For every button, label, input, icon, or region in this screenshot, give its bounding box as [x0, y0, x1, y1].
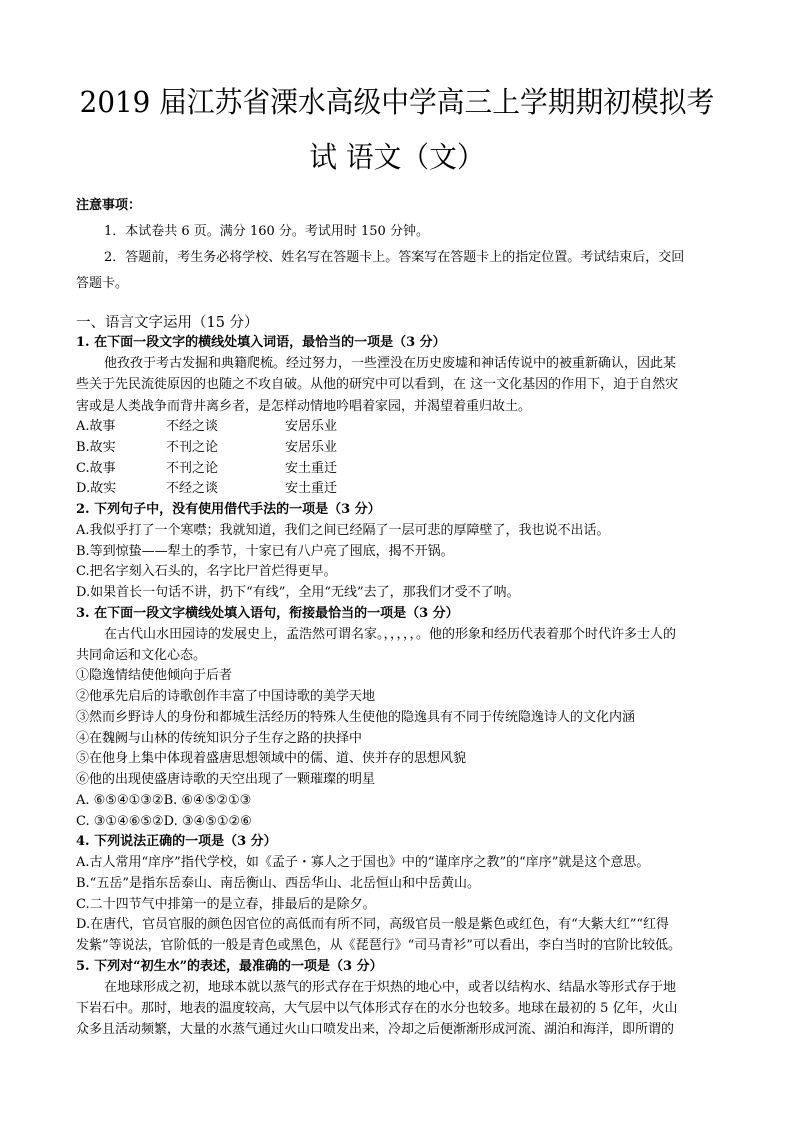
question-5-passage-line-2: 下岩石中。那时，地表的温度较高，大气层中以气体形式存在的水分也较多。地球在最初的 5 亿年，火山	[76, 1001, 678, 1016]
question-2-option-a: A.我似乎打了一个寒噤；我就知道，我们之间已经隔了一层可悲的厚障壁了，我也说不出话。	[76, 523, 610, 538]
notice-heading: 注意事项：	[76, 198, 142, 213]
question-3-stem: 3. 在下面一段文字横线处填入语句，衔接最恰当的一项是（3 分）	[76, 606, 459, 621]
question-1-passage-line-1: 他孜孜于考古发掘和典籍爬梳。经过努力，一些湮没在历史废墟和神话传说中的被重新确认，因此某	[104, 356, 677, 371]
section-heading: 一、语言文字运用（15 分）	[76, 315, 259, 331]
question-3-options-cd: C. ③①④⑥⑤②D. ③④⑤①②⑥	[76, 814, 252, 829]
question-2-stem: 2. 下列句子中，没有使用借代手法的一项是（3 分）	[76, 502, 381, 517]
question-3-item-2: ②他承先启后的诗歌创作丰富了中国诗歌的美学天地	[76, 689, 376, 704]
question-2-option-c: C.把名字刻入石头的，名字比尸首烂得更早。	[76, 564, 337, 579]
question-3-item-1: ①隐逸情结使他倾向于后者	[76, 668, 233, 683]
question-1-option-a-word-3: 安居乐业	[285, 419, 338, 434]
question-3-item-6: ⑥他的出现使盛唐诗歌的天空出现了一颗璀璨的明星	[76, 772, 376, 787]
question-1-option-d: D.故实	[76, 481, 117, 496]
notice-item-2-line-2: 答题卡。	[76, 276, 129, 291]
question-1-option-d-word-3: 安土重迁	[285, 481, 338, 496]
question-1-stem: 1. 在下面一段文字的横线处填入词语，最恰当的一项是（3 分）	[76, 335, 446, 350]
question-3-item-5: ⑤在他身上集中体现着盛唐思想领域中的儒、道、侠并存的思想风貌	[76, 751, 467, 766]
question-3-options-ab: A. ⑥⑤④①③②B. ⑥④⑤②①③	[76, 793, 252, 808]
question-1-option-a-word-2: 不经之谈	[166, 419, 219, 434]
question-4-option-a: A.古人常用“庠序”指代学校，如《孟子・寡人之于国也》中的“谨庠序之教”的“庠序”就是这个意思。	[76, 855, 650, 870]
exam-title-line-2: 试 语文（文）	[309, 140, 485, 174]
question-2-option-d: D.如果首长一句话不讲，扔下“有线”，全用“无线”去了，那我们才受不了呐。	[76, 585, 520, 600]
question-1-passage-line-3: 害或是人类战争而背井离乡者，是怎样动情地吟唱着家园，并渴望着重归故土。	[76, 399, 532, 414]
question-4-stem: 4. 下列说法正确的一项是（3 分）	[76, 834, 277, 849]
question-1-option-c-word-2: 不刊之论	[166, 461, 219, 476]
question-3-item-3: ③然而乡野诗人的身份和都城生活经历的特殊人生使他的隐逸具有不同于传统隐逸诗人的文化内涵	[76, 710, 636, 725]
notice-item-1: 1．本试卷共 6 页。满分 160 分。考试用时 150 分钟。	[104, 224, 429, 239]
question-1-option-c: C.故事	[76, 461, 116, 476]
question-1-option-b-word-3: 安居乐业	[285, 440, 338, 455]
question-1-passage-line-2: 些关于先民流徙原因的也随之不攻自破。从他的研究中可以看到，在 这一文化基因的作用下，迫于自然灾	[76, 377, 679, 392]
question-5-stem: 5. 下列对“初生水”的表述，最准确的一项是（3 分）	[76, 959, 383, 974]
question-1-option-d-word-2: 不经之谈	[166, 481, 219, 496]
question-4-option-c: C.二十四节气中排第一的是立春，排最后的是除夕。	[76, 897, 376, 912]
question-1-option-a: A.故事	[76, 419, 116, 434]
exam-title-line-1: 2019 届江苏省溧水高级中学高三上学期期初模拟考	[79, 85, 715, 119]
question-3-passage-line-1: 在古代山水田园诗的发展史上，孟浩然可谓名家。，，，，，。他的形象和经历代表着那个时代许多士人的	[104, 627, 677, 642]
question-2-option-b: B.等到惊蛰——犁土的季节，十家已有八户亮了囤底，揭不开锅。	[76, 544, 454, 559]
question-1-option-b: B.故实	[76, 440, 116, 455]
notice-item-2-line-1: 2．答题前，考生务必将学校、姓名写在答题卡上。答案写在答题卡上的指定位置。考试结束后，交回	[104, 250, 685, 265]
question-4-option-b: B.“五岳”是指东岳泰山、南岳衡山、西岳华山、北岳恒山和中岳黄山。	[76, 876, 480, 891]
question-1-option-c-word-3: 安土重迁	[285, 461, 338, 476]
question-3-item-4: ④在魏阙与山林的传统知识分子生存之路的抉择中	[76, 731, 363, 746]
question-4-option-d-line-1: D.在唐代，官员官服的颜色因官位的高低而有所不同，高级官员一般是紫色或红色，有“大紫大红”“红得	[76, 917, 670, 932]
question-3-passage-line-2: 共同命运和文化心态。	[76, 648, 207, 663]
question-5-passage-line-3: 众多且活动频繁，大量的水蒸气通过火山口喷发出来，冷却之后便渐渐形成河流、湖泊和海洋，即所谓的	[76, 1022, 675, 1037]
question-4-option-d-line-2: 发紫”等说法，官阶低的一般是青色或黑色，从《琵琶行》“司马青衫”可以看出，李白当时的官阶比较低。	[76, 938, 681, 953]
question-1-option-b-word-2: 不刊之论	[166, 440, 219, 455]
question-5-passage-line-1: 在地球形成之初，地球本就以蒸气的形式存在于炽热的地心中，或者以结构水、结晶水等形式存于地	[104, 980, 677, 995]
